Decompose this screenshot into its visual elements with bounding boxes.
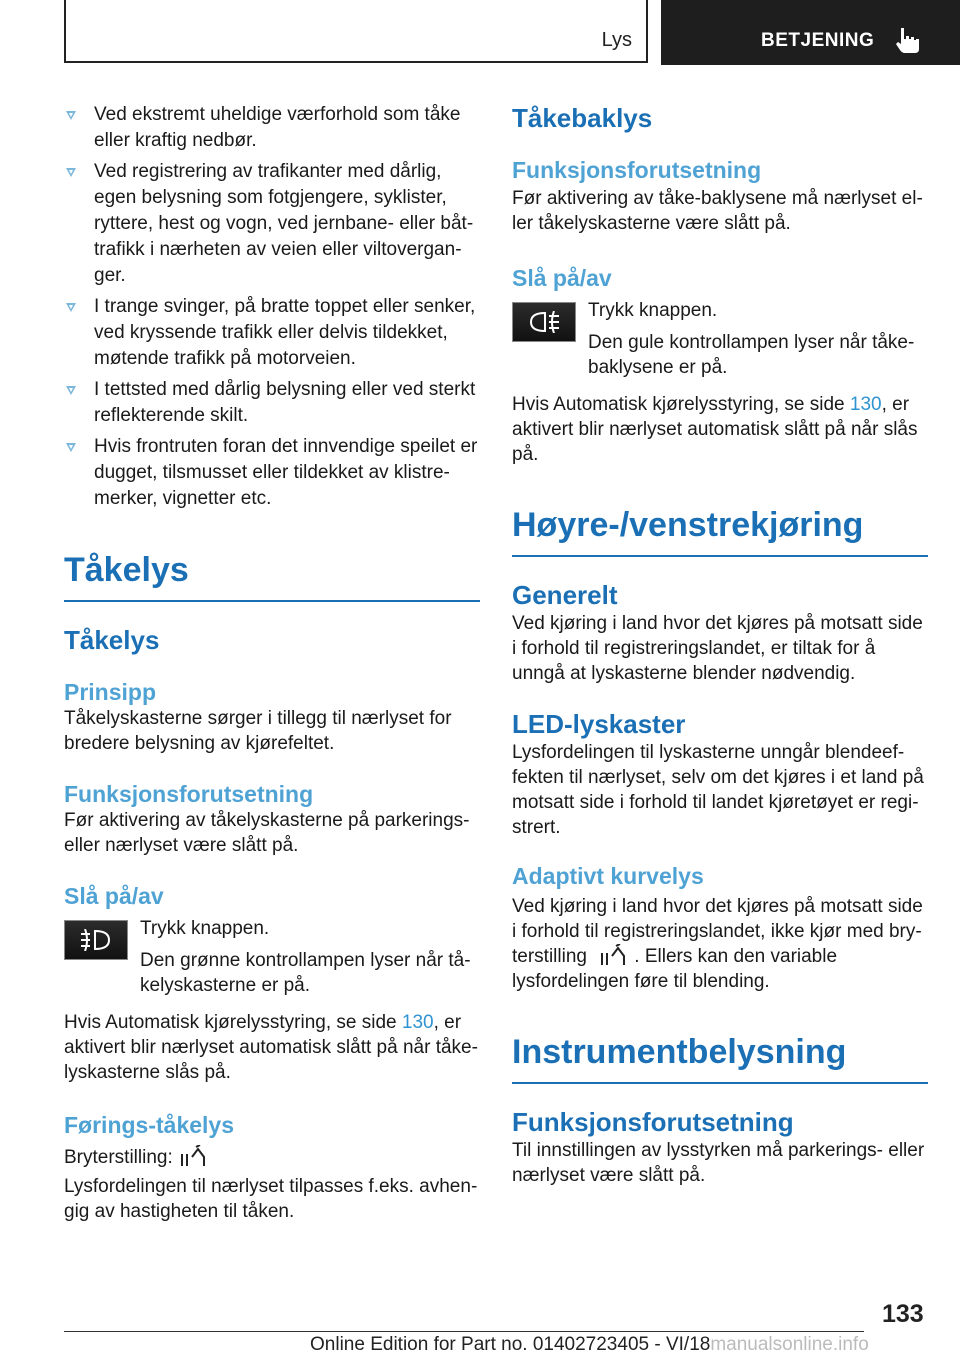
header-section-box	[64, 0, 648, 63]
text-trykk-knappen-bak: Trykk knappen.	[588, 300, 718, 321]
footer-divider	[64, 1331, 864, 1332]
heading-prinsipp: Prinsipp	[64, 679, 157, 705]
bullet-triangle-icon	[66, 111, 76, 120]
front-fog-light-icon	[79, 929, 113, 951]
list-item: Hvis frontruten foran det innvendige speilet er dugget, tilsmusset eller tildekket av klistremerker, vignetter etc.	[64, 434, 480, 512]
page-number: 133	[882, 1300, 924, 1328]
header-section-title: Lys	[601, 29, 632, 51]
bullet-triangle-icon	[66, 386, 76, 395]
light-switch-position-icon	[598, 944, 628, 966]
text-prinsipp: Tåkelyskasterne sørger i tillegg til nærlyset for bredere belysning av kjørefeltet.	[64, 708, 452, 754]
right-column	[512, 100, 928, 1188]
heading-hoyre-venstrekjoring: Høyre-/venstrekjøring	[512, 505, 928, 557]
text-instrumentbelysning: Til innstillingen av lysstyrken må parkerings- eller nærlyset være slått på.	[512, 1140, 925, 1186]
list-item: Ved registrering av trafikanter med dårlig, egen belysning som fotgjengere, syklister, ryttere, hest og vogn, ved jernbane- eller båttrafikk i nærheten av veien eller viltoverganger.	[64, 159, 480, 289]
button-instruction	[64, 916, 480, 998]
heading-takebaklys: Tåkebaklys	[512, 103, 653, 133]
list-item: Ved ekstremt uheldige værforhold som tåke eller kraftig nedbør.	[64, 102, 480, 154]
header-chapter-title: BETJENING	[761, 30, 875, 51]
list-item: I trange svinger, på bratte toppet eller senker, ved kryssende trafikk eller delvis tildekket, møtende trafikk på motorveien.	[64, 294, 480, 372]
text-kontrollampe: Den grønne kontrollampen lyser når tåkelyskasterne er på.	[140, 950, 471, 996]
rear-fog-button-image	[512, 302, 576, 342]
bullet-triangle-icon	[66, 303, 76, 312]
bullet-triangle-icon	[66, 168, 76, 177]
heading-takelys: Tåkelys	[64, 550, 480, 602]
heading-sla-pa-av: Slå på/av	[64, 883, 164, 909]
bullet-triangle-icon	[66, 443, 76, 452]
footer-edition: Online Edition for Part no. 01402723405 - VI/18manualsonline.info	[310, 1334, 869, 1355]
text-trykk-knappen: Trykk knappen.	[140, 918, 270, 939]
heading-funksjonsforutsetning-bak: Funksjonsforutsetning	[512, 157, 762, 183]
heading-sla-pa-av-bak: Slå på/av	[512, 265, 612, 291]
text-forings: Lysfordelingen til nærlyset tilpasses f.eks. avhengig av hastigheten til tåken.	[64, 1176, 478, 1222]
footer-watermark: manualsonline.info	[710, 1334, 869, 1355]
pointing-hand-icon	[893, 25, 923, 55]
left-column	[64, 100, 480, 1224]
text-kontrollampe-bak: Den gule kontrollampen lyser når tåkebaklysene er på.	[588, 332, 915, 378]
heading-instrumentbelysning: Instrumentbelysning	[512, 1032, 928, 1084]
heading-adaptivt-kurvelys: Adaptivt kurvelys	[512, 863, 704, 889]
page-link-130-bak[interactable]: 130	[849, 394, 882, 415]
header-chapter-tab	[661, 0, 960, 65]
page-link-130[interactable]: 130	[401, 1012, 434, 1033]
heading-generelt: Generelt	[512, 580, 618, 610]
heading-funksjonsforutsetning: Funksjonsforutsetning	[64, 781, 314, 807]
list-item: I tettsted med dårlig belysning eller ved sterkt reflekterende skilt.	[64, 377, 480, 429]
text-generelt: Ved kjøring i land hvor det kjøres på motsatt side i forhold til registreringslandet, er tiltak for å unngå at lyskasterne blender nødvendig.	[512, 613, 923, 684]
text-funksjonsforutsetning-bak: Før aktivering av tåke-baklysene må nærlyset eller tåkelyskasterne være slått på.	[512, 188, 923, 234]
text-led-lyskaster: Lysfordelingen til lyskasterne unngår blendeeffekten til nærlyset, selv om det kjøres i et land på motsatt side i forhold til landet kjøretøyet er registrert.	[512, 742, 924, 838]
text-bryterstilling: Bryterstilling:	[64, 1145, 480, 1170]
text-adaptivt-kurvelys: Ved kjøring i land hvor det kjøres på motsatt side i forhold til registreringslandet, ikke kjør med bryterstilling . Ellers kan den variable lysfordelingen føre til blending.	[512, 896, 923, 992]
rear-fog-light-icon	[527, 311, 561, 333]
heading-forings-takelys: Førings-tåkelys	[64, 1112, 234, 1138]
text-funksjonsforutsetning: Før aktivering av tåkelyskasterne på parkerings- eller nærlyset være slått på.	[64, 810, 470, 856]
heading-led-lyskaster: LED-lyskaster	[512, 709, 686, 739]
text-automatisk: Hvis Automatisk kjørelysstyring, se side 130, er aktivert blir nærlyset automatisk slått på når tåkelyskasterne slås på.	[64, 1012, 478, 1083]
text-automatisk-bak: Hvis Automatisk kjørelysstyring, se side 130, er aktivert blir nærlyset automatisk slått på når slås på.	[512, 394, 918, 465]
subheading-takelys: Tåkelys	[64, 625, 160, 655]
front-fog-button-image	[64, 920, 128, 960]
button-instruction-bak	[512, 298, 928, 380]
light-switch-position-icon	[178, 1145, 208, 1167]
heading-funksjonsforutsetning-instr: Funksjonsforutsetning	[512, 1107, 794, 1137]
